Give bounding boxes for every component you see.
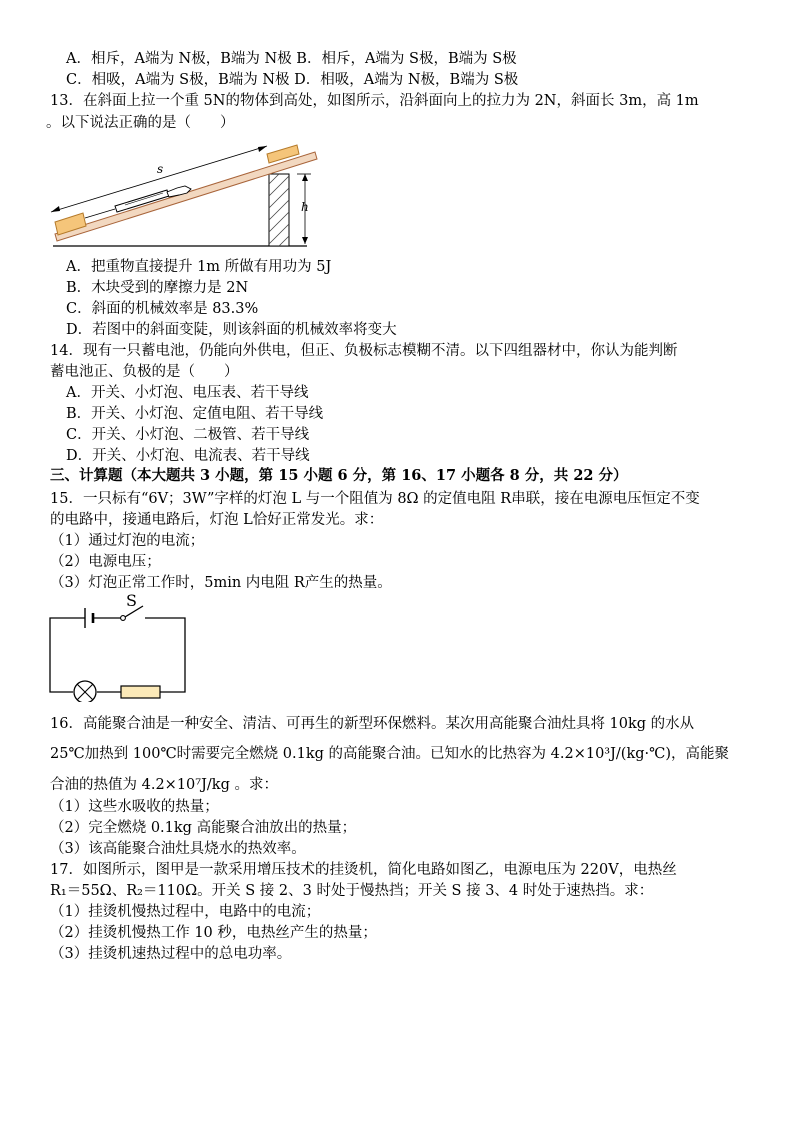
q13-stem-line1: 13．在斜面上拉一个重 5N的物体到高处，如图所示，沿斜面向上的拉力为 2N，斜面长 3m，高 1m (50, 93, 699, 109)
q13-option-b: B．木块受到的摩擦力是 2N (66, 280, 249, 296)
q16-sub3: （3）该高能聚合油灶具烧水的热效率。 (50, 841, 306, 857)
q13-option-a: A．把重物直接提升 1m 所做有用功为 5J (66, 259, 332, 275)
label-s: s (157, 162, 164, 176)
q13-option-d: D．若图中的斜面变陡，则该斜面的机械效率将变大 (66, 322, 397, 338)
q17-sub3: （3）挂烫机速热过程中的总电功率。 (50, 946, 292, 962)
q16-sub1: （1）这些水吸收的热量； (50, 799, 219, 815)
q15-sub2: （2）电源电压； (50, 554, 161, 570)
q14-stem-line1: 14．现有一只蓄电池，仍能向外供电，但正、负极标志模糊不清。以下四组器材中，你认为能判断 (50, 343, 678, 359)
section-3-heading: 三、计算题（本大题共 3 小题，第 15 小题 6 分，第 16、17 小题各 8 分，共 22 分） (50, 467, 628, 484)
q13-stem-line2: 。以下说法正确的是（ ） (46, 115, 235, 131)
switch-pivot (121, 616, 126, 621)
q14-option-b: B．开关、小灯泡、定值电阻、若干导线 (66, 406, 324, 422)
q17-sub2: （2）挂烫机慢热工作 10 秒，电热丝产生的热量； (50, 925, 377, 941)
label-h: h (301, 200, 309, 214)
q15-stem-line1: 15．一只标有“6V；3W”字样的灯泡 L 与一个阻值为 8Ω 的定值电阻 R串联，接在电源电压恒定不变 (50, 491, 700, 507)
q14-stem-line2: 蓄电池正、负极的是（ ） (50, 364, 239, 380)
q17-sub1: （1）挂烫机慢热过程中，电路中的电流； (50, 904, 321, 920)
q13-option-c: C．斜面的机械效率是 83.3% (66, 301, 259, 317)
q16-sub2: （2）完全燃烧 0.1kg 高能聚合油放出的热量； (50, 820, 357, 836)
q15-stem-line2: 的电路中，接通电路后，灯泡 L恰好正常发光。求： (50, 512, 384, 528)
wire-right (145, 618, 185, 692)
q14-option-c: C．开关、小灯泡、二极管、若干导线 (66, 427, 310, 443)
q14-option-a: A．开关、小灯泡、电压表、若干导线 (66, 385, 309, 401)
q12-option-cd: C．相吸，A端为 S极，B端为 N极 D．相吸，A端为 N极，B端为 S极 (66, 72, 519, 88)
q15-sub3: （3）灯泡正常工作时，5min 内电阻 R产生的热量。 (50, 575, 392, 591)
q16-stem-line2: 25℃加热到 100℃时需要完全燃烧 0.1kg 的高能聚合油。已知水的比热容为 4.2×10³J/(kg·℃)，高能聚 (50, 746, 730, 762)
resistor (121, 686, 160, 698)
q12-option-ab: A．相斥，A端为 N极，B端为 N极 B．相斥，A端为 S极，B端为 S极 (66, 51, 517, 67)
q14-option-d: D．开关、小灯泡、电流表、若干导线 (66, 448, 310, 464)
label-switch: S (126, 592, 137, 610)
circuit-figure (45, 592, 190, 702)
incline-figure (45, 140, 320, 252)
q16-stem-line1: 16．高能聚合油是一种安全、清洁、可再生的新型环保燃料。某次用高能聚合油灶具将 10kg 的水从 (50, 716, 695, 732)
q15-sub1: （1）通过灯泡的电流； (50, 533, 205, 549)
q17-stem-line2: R₁＝55Ω、R₂＝110Ω。开关 S 接 2、3 时处于慢热挡；开关 S 接 3、4 时处于速热挡。求： (50, 883, 654, 899)
q16-stem-line3: 合油的热值为 4.2×10⁷J/kg 。求： (50, 777, 278, 793)
wire-left (50, 618, 85, 692)
q17-stem-line1: 17．如图所示，图甲是一款采用增压技术的挂烫机，简化电路如图乙，电源电压为 220V，电热丝 (50, 862, 677, 878)
